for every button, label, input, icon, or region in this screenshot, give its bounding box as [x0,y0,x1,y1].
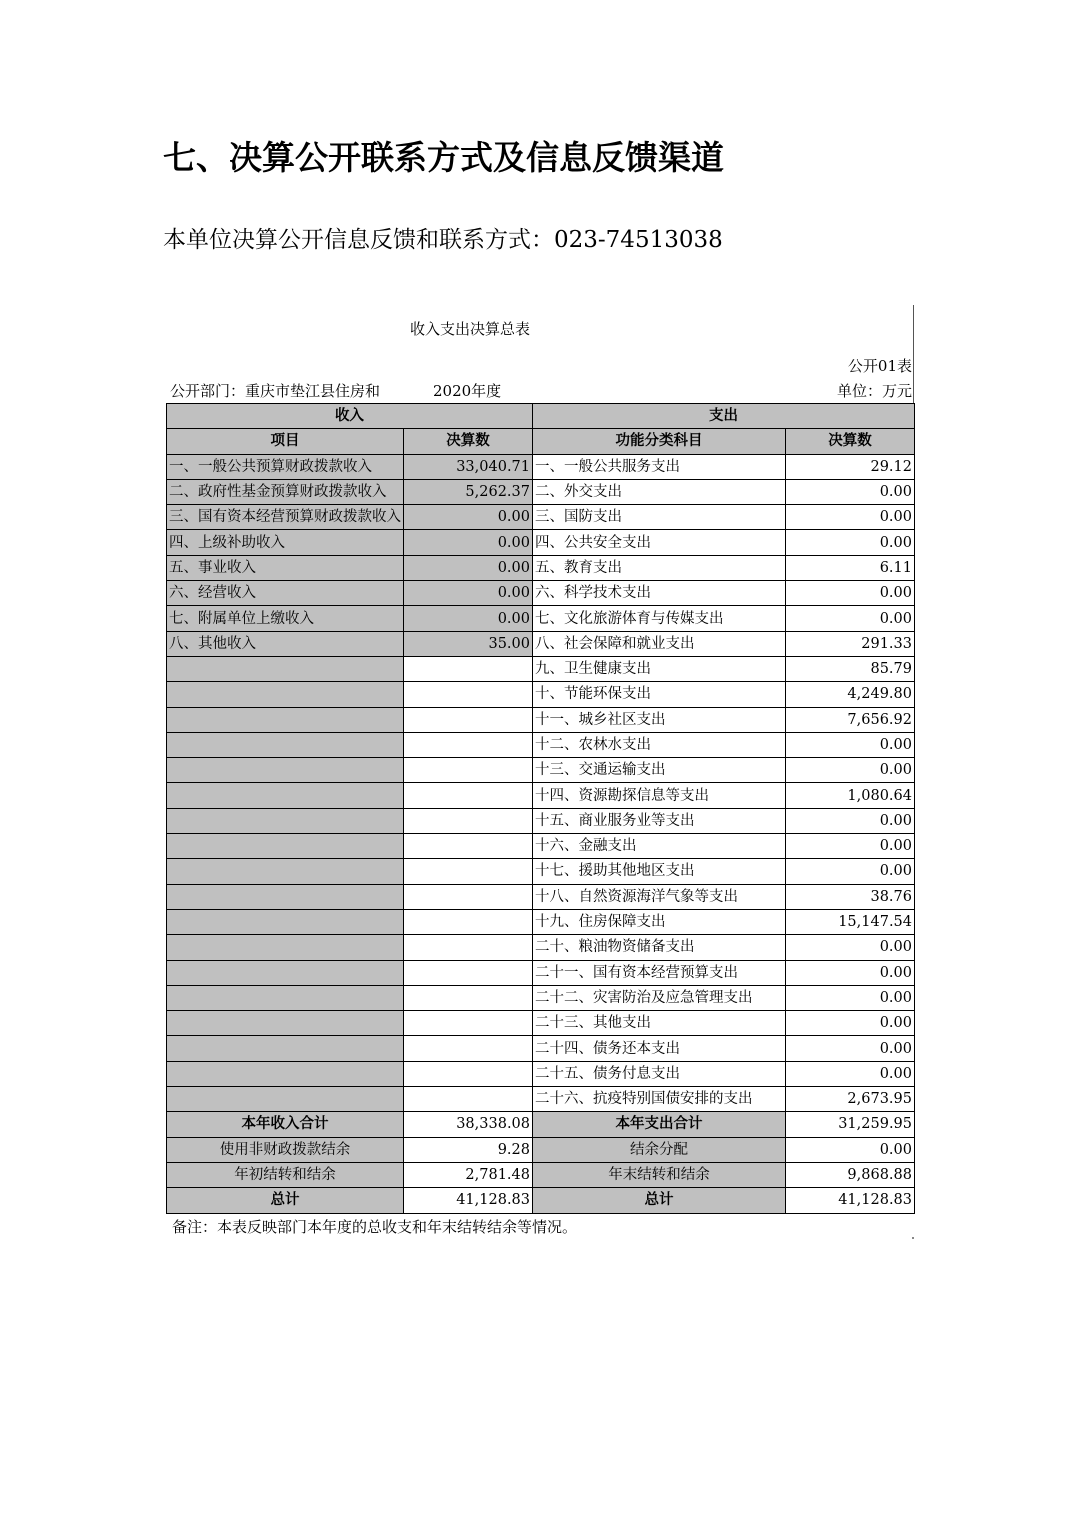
page-edge-line [913,305,914,403]
expense-item-cell: 四、公共安全支出 [533,530,786,555]
income-amount-cell: 0.00 [404,581,533,606]
income-summary-amount: 41,128.83 [404,1188,533,1213]
contact-line: 本单位决算公开信息反馈和联系方式：023-74513038 [163,227,723,253]
table-row [167,859,915,884]
income-item-cell [167,960,404,985]
expense-amount-cell: 85.79 [786,656,915,681]
income-amount-cell [404,1087,533,1112]
income-item-cell [167,808,404,833]
income-item-cell: 二、政府性基金预算财政拨款收入 [167,479,404,504]
table-row [167,707,915,732]
expense-amount-cell: 6.11 [786,555,915,580]
expense-amount-cell: 15,147.54 [786,909,915,934]
income-amount-cell [404,909,533,934]
expense-amount-cell: 4,249.80 [786,682,915,707]
summary-row [167,1137,915,1162]
expense-item-cell: 十三、交通运输支出 [533,758,786,783]
income-item-cell: 七、附属单位上缴收入 [167,606,404,631]
expense-item-cell: 八、社会保障和就业支出 [533,631,786,656]
expense-summary-label: 本年支出合计 [533,1112,786,1137]
column-header-row [167,429,915,454]
expense-amount-cell: 38.76 [786,884,915,909]
income-expense-table [166,403,915,1214]
expense-amount-cell: 0.00 [786,985,915,1010]
income-item-cell [167,732,404,757]
summary-row [167,1188,915,1213]
table-row [167,1036,915,1061]
form-code: 公开01表 [847,357,912,375]
unit-label: 单位：万元 [836,382,912,400]
income-summary-amount: 38,338.08 [404,1112,533,1137]
expense-item-cell: 十一、城乡社区支出 [533,707,786,732]
table-row [167,935,915,960]
table-row [167,555,915,580]
table-row [167,606,915,631]
table-row [167,732,915,757]
income-item-cell [167,985,404,1010]
income-summary-label: 总计 [167,1188,404,1213]
fiscal-year: 2020年度 [433,382,502,400]
income-item-cell [167,656,404,681]
income-amount-cell [404,707,533,732]
expense-amount-cell: 0.00 [786,834,915,859]
income-item-cell [167,935,404,960]
group-header-row [167,404,915,429]
income-item-cell [167,884,404,909]
income-amount-cell [404,1011,533,1036]
expense-item-cell: 二十五、债务付息支出 [533,1061,786,1086]
income-summary-label: 使用非财政拨款结余 [167,1137,404,1162]
table-row [167,581,915,606]
expense-summary-amount: 9,868.88 [786,1162,915,1187]
table-row [167,505,915,530]
income-amount-cell: 5,262.37 [404,479,533,504]
expense-summary-amount: 41,128.83 [786,1188,915,1213]
income-amount-cell [404,808,533,833]
table-title: 收入支出决算总表 [409,320,530,338]
expense-amount-cell: 0.00 [786,732,915,757]
expense-item-cell: 二、外交支出 [533,479,786,504]
table-row [167,808,915,833]
expense-summary-label: 结余分配 [533,1137,786,1162]
table-row [167,1087,915,1112]
table-row [167,631,915,656]
expense-item-cell: 六、科学技术支出 [533,581,786,606]
income-group-header: 收入 [167,404,533,429]
table-row [167,884,915,909]
expense-item-cell: 十二、农林水支出 [533,732,786,757]
table-row [167,960,915,985]
expense-amount-cell: 0.00 [786,960,915,985]
income-summary-label: 年初结转和结余 [167,1162,404,1187]
income-item-cell: 六、经营收入 [167,581,404,606]
expense-item-cell: 十七、援助其他地区支出 [533,859,786,884]
expense-item-cell: 十、节能环保支出 [533,682,786,707]
expense-amount-cell: 291.33 [786,631,915,656]
income-amount-cell [404,935,533,960]
income-amount-cell: 0.00 [404,530,533,555]
section-heading: 七、决算公开联系方式及信息反馈渠道 [163,138,724,177]
summary-row [167,1112,915,1137]
income-amount-cell [404,732,533,757]
income-item-cell: 八、其他收入 [167,631,404,656]
income-item-cell: 五、事业收入 [167,555,404,580]
income-amount-cell [404,859,533,884]
income-item-cell [167,1036,404,1061]
income-amount-cell [404,1036,533,1061]
income-summary-amount: 9.28 [404,1137,533,1162]
expense-item-cell: 二十、粮油物资储备支出 [533,935,786,960]
income-amount-cell [404,758,533,783]
income-item-cell [167,707,404,732]
expense-item-cell: 二十四、债务还本支出 [533,1036,786,1061]
expense-summary-amount: 31,259.95 [786,1112,915,1137]
table-row [167,834,915,859]
table-row [167,1011,915,1036]
table-row [167,454,915,479]
income-item-cell [167,1061,404,1086]
expense-amount-cell: 29.12 [786,454,915,479]
income-amount-cell: 35.00 [404,631,533,656]
income-amount-cell [404,884,533,909]
expense-amount-cell: 0.00 [786,1061,915,1086]
col-item-header: 项目 [167,429,404,454]
income-amount-cell [404,656,533,681]
expense-item-cell: 七、文化旅游体育与传媒支出 [533,606,786,631]
table-row [167,909,915,934]
income-item-cell [167,909,404,934]
income-item-cell [167,682,404,707]
expense-item-cell: 十四、资源勘探信息等支出 [533,783,786,808]
summary-row [167,1162,915,1187]
expense-item-cell: 二十六、抗疫特别国债安排的支出 [533,1087,786,1112]
expense-item-cell: 二十三、其他支出 [533,1011,786,1036]
expense-item-cell: 二十一、国有资本经营预算支出 [533,960,786,985]
expense-item-cell: 五、教育支出 [533,555,786,580]
expense-amount-cell: 0.00 [786,758,915,783]
department-label: 公开部门：重庆市垫江县住房和 [170,382,381,400]
expense-amount-cell: 0.00 [786,505,915,530]
table-row [167,530,915,555]
table-row [167,1061,915,1086]
income-summary-label: 本年收入合计 [167,1112,404,1137]
expense-amount-cell: 0.00 [786,808,915,833]
expense-amount-cell: 0.00 [786,935,915,960]
income-summary-amount: 2,781.48 [404,1162,533,1187]
table-row [167,985,915,1010]
page-mark [912,1237,914,1239]
income-item-cell: 四、上级补助收入 [167,530,404,555]
expense-summary-label: 年末结转和结余 [533,1162,786,1187]
income-amount-cell: 0.00 [404,555,533,580]
expense-item-cell: 三、国防支出 [533,505,786,530]
table-row [167,656,915,681]
income-item-cell: 一、一般公共预算财政拨款收入 [167,454,404,479]
income-amount-cell [404,985,533,1010]
table-row [167,682,915,707]
col-amount-header: 决算数 [404,429,533,454]
col-amount2-header: 决算数 [786,429,915,454]
income-item-cell [167,1087,404,1112]
income-amount-cell [404,834,533,859]
income-item-cell [167,783,404,808]
expense-item-cell: 一、一般公共服务支出 [533,454,786,479]
table-note: 备注：本表反映部门本年度的总收支和年末结转结余等情况。 [172,1218,578,1236]
income-amount-cell [404,960,533,985]
expense-amount-cell: 0.00 [786,859,915,884]
expense-group-header: 支出 [533,404,915,429]
income-amount-cell: 33,040.71 [404,454,533,479]
income-amount-cell: 0.00 [404,505,533,530]
expense-item-cell: 十九、住房保障支出 [533,909,786,934]
expense-amount-cell: 1,080.64 [786,783,915,808]
table-row [167,783,915,808]
col-function-header: 功能分类科目 [533,429,786,454]
expense-amount-cell: 0.00 [786,606,915,631]
income-item-cell [167,834,404,859]
income-item-cell [167,758,404,783]
expense-amount-cell: 0.00 [786,581,915,606]
expense-amount-cell: 0.00 [786,1036,915,1061]
table-row [167,758,915,783]
table-row [167,479,915,504]
expense-summary-label: 总计 [533,1188,786,1213]
expense-item-cell: 十五、商业服务业等支出 [533,808,786,833]
income-amount-cell: 0.00 [404,606,533,631]
expense-amount-cell: 0.00 [786,530,915,555]
expense-item-cell: 十六、金融支出 [533,834,786,859]
income-amount-cell [404,783,533,808]
expense-amount-cell: 0.00 [786,479,915,504]
expense-item-cell: 二十二、灾害防治及应急管理支出 [533,985,786,1010]
expense-item-cell: 九、卫生健康支出 [533,656,786,681]
expense-amount-cell: 2,673.95 [786,1087,915,1112]
income-item-cell [167,859,404,884]
income-item-cell: 三、国有资本经营预算财政拨款收入 [167,505,404,530]
income-amount-cell [404,682,533,707]
expense-item-cell: 十八、自然资源海洋气象等支出 [533,884,786,909]
income-item-cell [167,1011,404,1036]
expense-amount-cell: 0.00 [786,1011,915,1036]
expense-amount-cell: 7,656.92 [786,707,915,732]
income-amount-cell [404,1061,533,1086]
expense-summary-amount: 0.00 [786,1137,915,1162]
